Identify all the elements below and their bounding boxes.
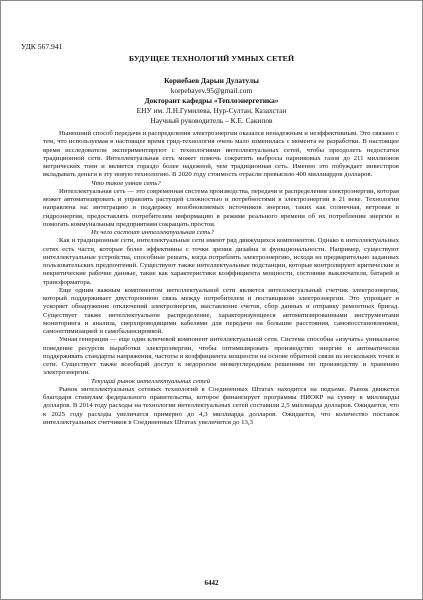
subheading-components: Из чего состоит интеллектуальная сеть? (91, 229, 214, 236)
author-organization: ЕНУ им. Л.Н.Гумилева, Нур-Султан, Казахстан (136, 106, 287, 115)
author-name: Корнебаев Дарын Дулатулы (164, 76, 259, 85)
paragraph-market: Рынок интеллектуальных сетевых технологий в Соединенных Штатах находится на подъеме. Рынок движется благодаря стимулам федерального правительства, которое финансирует программы НИОКР на сумму в миллиарды долларов. В 2014 году расходы на технологии интеллектуальных сетей составили 2,5 миллиарда долларов. Ожидается, что к 2025 году расходы увеличатся примерно до 4,3 миллиарда долларов. Ожидается, что количество поставок интеллектуальных счетчиков в Соединенных Штатах увеличится до 13,3 (43, 385, 399, 426)
paragraph-smart-meter: Еще одним важным компонентом интеллектуальной сети является интеллектуальный счетчик электроэнергии, который поддерживает двустороннюю связь между потребителем и поставщиком электроэнергии. Это упрощает и ускоряет обнаружение отключений электроэнергии, выставление счетов, сбор данных и отправку ремонтных бригад. Существует также интеллектуальное распределение, характеризующееся автоматизированными инструментами мониторинга и анализа, сверхпроводящими кабелями для передачи на большие расстояния, самовосстановлением, самооптимизацией и самобалансировкой. (43, 286, 399, 335)
article-body (43, 130, 399, 427)
author-email: korpebayev.95@gmail.com (170, 86, 253, 95)
paragraph-components: Как и традиционные сети, интеллектуальные сети имеют ряд движущихся компонентов. Однако в интеллектуальных сетях есть части, которые более эффективны с точки зрения дизайна и функциональности. Например, существуют интеллектуальные устройства, способные решать, когда потреблять электроэнергию, исходя из предварительно заданных пользовательских предпочтений. Существуют также интеллектуальные подстанции, которые контролируют критические и некритические рабочие данные, такие как характеристики коэффициента мощности, состояние выключателя, батарей и трансформатора. (43, 237, 399, 286)
paragraph-intro: Нынешний способ передачи и распределения электроэнергии оказался ненадежным и неэффективным. Это связано с тем, что используемая в настоящее время грид-технология очень мало изменилась с момента ее разработки. В настоящее время исследователи экспериментируют с технологиями интеллектуальных сетей, чтобы преодолеть недостатки традиционной сети. Интеллектуальная сеть может помочь сократить выбросы парниковых газов до 211 миллионов метрических тонн и является гораздо более надежной, чем традиционная сеть. Именно это побуждает инвесторов вкладывать деньги в эту новую технологию. В 2020 году стоимость отрасли превысило 400 миллиардов долларов. (43, 130, 399, 179)
author-position: Докторант кафедры «Теплоэнергетика» (144, 96, 279, 105)
article-title: БУДУЩЕЕ ТЕХНОЛОГИЙ УМНЫХ СЕТЕЙ (128, 54, 295, 63)
paragraph-definition: Интеллектуальная сеть — это современная система производства, передачи и распределения электроэнергии, которая может автоматизировать и управлять растущей сложностью и потребностями в электроэнергии в 21 веке. Технологии направлена на: интеграцию и поддержку возобновляемых источников энергии, таких как солнечная, ветровая и гидроэнергия, предоставлять потребителям информацию в режиме реального времени об их потреблении энергии и помогать коммунальным предприятиям сокращать простои. (43, 187, 399, 228)
udk-code: УДК 567.941 (21, 42, 63, 51)
paragraph-smart-generation: Умная генерация — еще один ключевой компонент интеллектуальной сети. Система способна «изучать» уникальное поведение ресурсов выработки электроэнергии, чтобы оптимизировать производство энергии и автоматически поддерживать стандарты напряжения, частоты и коэффициента мощности на основе обратной связи из нескольких точек в сети. Существует также всеобщий доступ к недорогим низкоуглеродным решениям по производству и хранению электроэнергии. (43, 336, 399, 377)
page-number: 6442 (204, 579, 219, 587)
subheading-what-is: Что такое умная сеть? (91, 179, 161, 187)
subheading-market: Текущий рынок интеллектуальных сетей (91, 377, 211, 385)
supervisor: Научный руководитель – К.Е. Сакипов (150, 116, 273, 125)
